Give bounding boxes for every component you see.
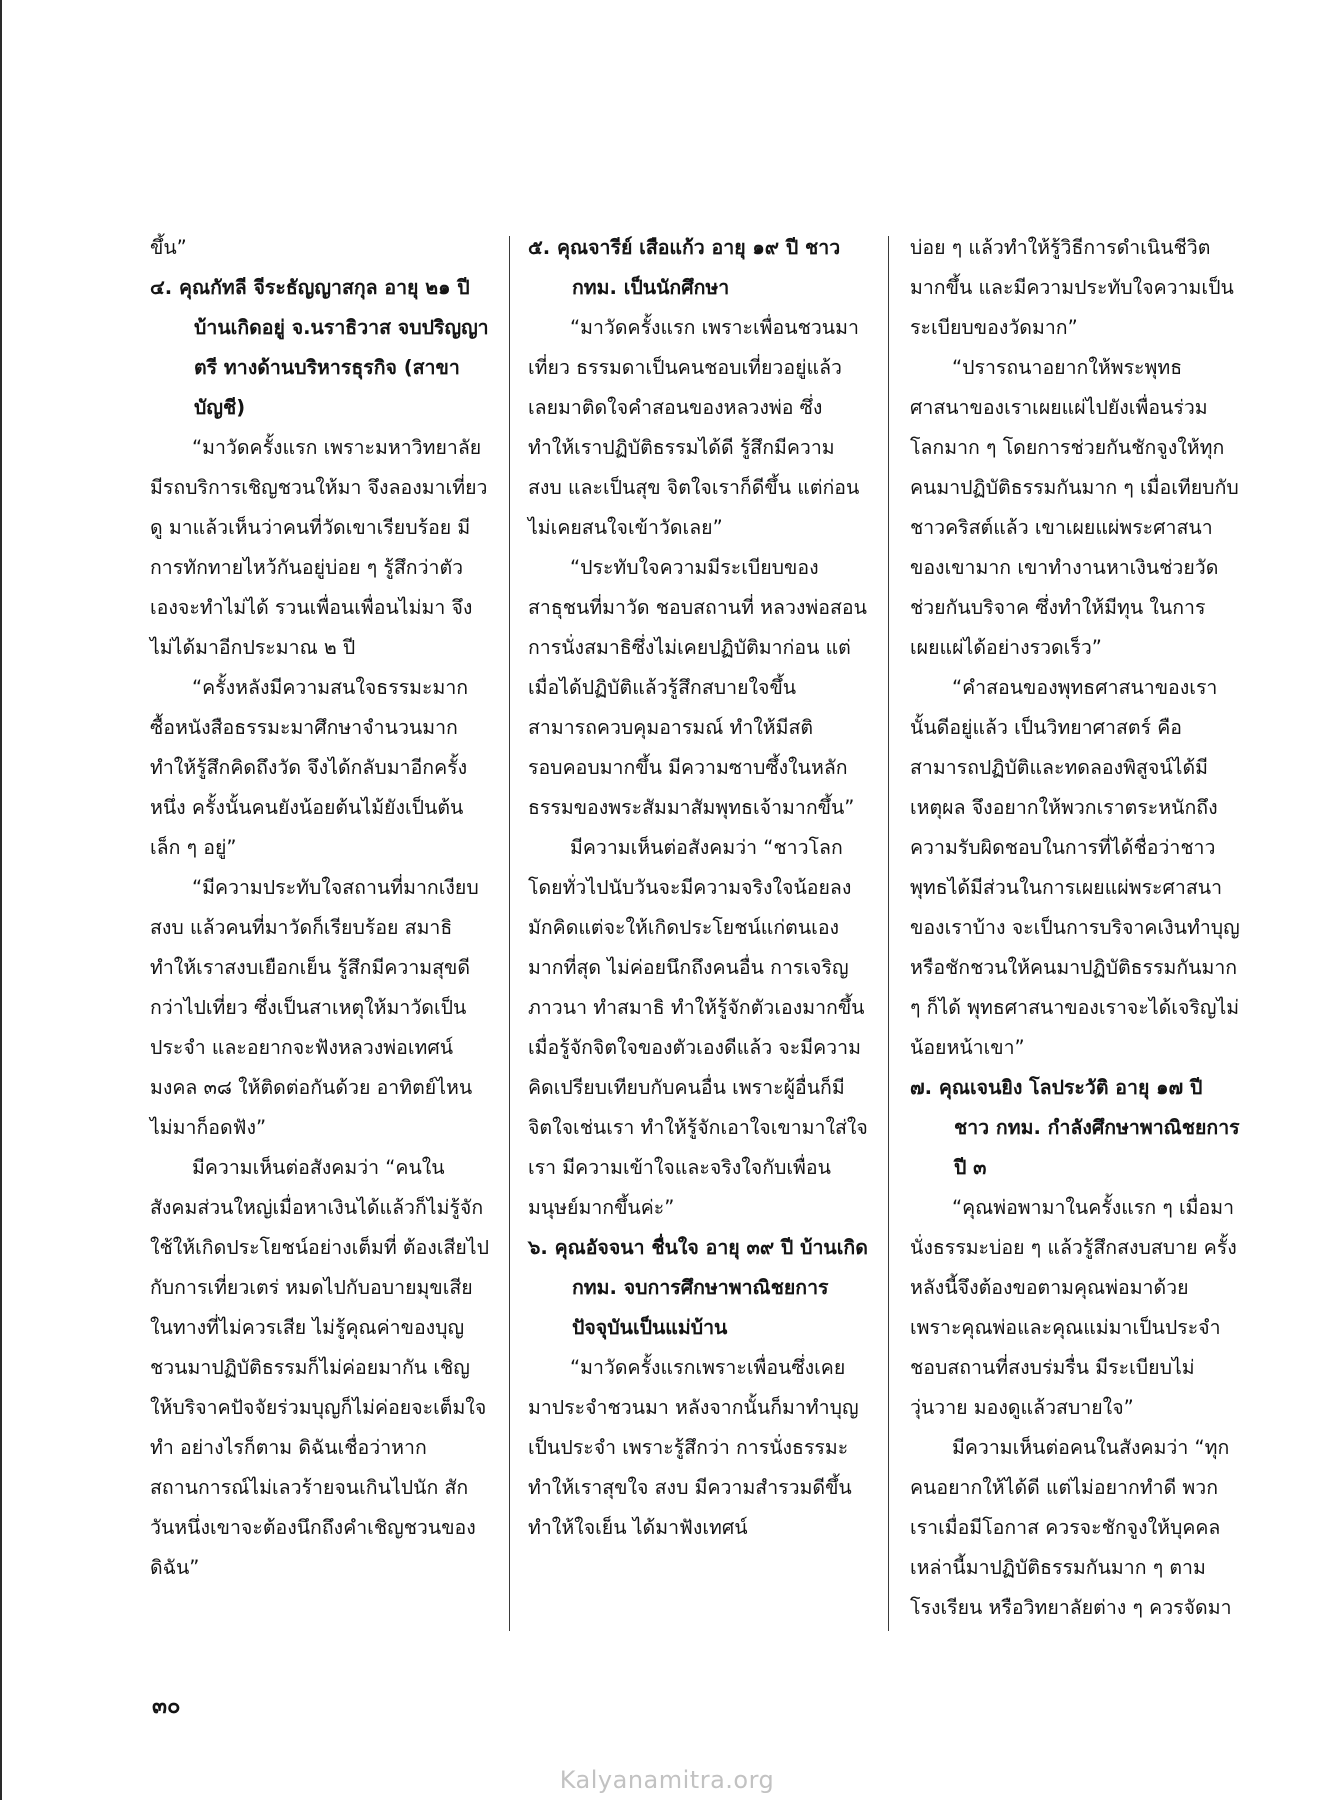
text-column-left [150, 228, 490, 1588]
body-paragraph: มีความเห็นต่อสังคมว่า “ชาวโลกโดยทั่วไปนับวันจะมีความจริงใจน้อยลง มักคิดแต่จะให้เกิดประโยชน์แก่ตนเองมากที่สุด ไม่ค่อยนึกถึงคนอื่น การเจริญภาวนา ทำสมาธิ ทำให้รู้จักตัวเองมากขึ้น เมื่อรู้จักจิตใจของตัวเองดีแล้ว จะมีความคิดเปรียบเทียบกับคนอื่น เพราะผู้อื่นก็มีจิตใจเช่นเรา ทำให้รู้จักเอาใจเขามาใส่ใจเรา มีความเข้าใจและจริงใจกับเพื่อนมนุษย์มากขึ้นค่ะ” [528, 836, 868, 1219]
continued-paragraph: บ่อย ๆ แล้วทำให้รู้วิธีการดำเนินชีวิตมากขึ้น และมีความประทับใจความเป็นระเบียบของวัดมาก” [910, 236, 1234, 339]
interviewee-heading: ๗. คุณเจนยิง โลประวัติ อายุ ๑๗ ปี ชาว กทม. กำลังศึกษาพาณิชยการ ปี ๓ [910, 1076, 1240, 1179]
text-column-middle [528, 228, 868, 1548]
continued-paragraph: ขึ้น” [150, 236, 187, 259]
column-divider [509, 236, 510, 1631]
body-paragraph: “มาวัดครั้งแรก เพราะมหาวิทยาลัยมีรถบริการเชิญชวนให้มา จึงลองมาเที่ยวดู มาแล้วเห็นว่าคนที่วัดเขาเรียบร้อย มีการทักทายไหว้กันอยู่บ่อย ๆ รู้สึกว่าตัวเองจะทำไม่ได้ รวนเพื่อนเพื่อนไม่มา จึงไม่ได้มาอีกประมาณ ๒ ปี [150, 436, 488, 659]
scan-edge-line [0, 0, 2, 1800]
interviewee-heading: ๖. คุณอัจจนา ชื่นใจ อายุ ๓๙ ปี บ้านเกิด กทม. จบการศึกษาพาณิชยการ ปัจจุบันเป็นแม่บ้าน [528, 1236, 868, 1339]
page-number: ๓๐ [152, 1694, 181, 1719]
body-paragraph: “คุณพ่อพามาในครั้งแรก ๆ เมื่อมานั่งธรรมะบ่อย ๆ แล้วรู้สึกสงบสบาย ครั้งหลังนี้จึงต้องขอตามคุณพ่อมาด้วย เพราะคุณพ่อและคุณแม่มาเป็นประจำ ชอบสถานที่สงบร่มรื่น มีระเบียบไม่วุ่นวาย มองดูแล้วสบายใจ” [910, 1196, 1237, 1419]
interviewee-heading: ๔. คุณกัทลี จีระธัญญาสกุล อายุ ๒๑ ปี บ้านเกิดอยู่ จ.นราธิวาส จบปริญญาตรี ทางด้านบริหารธุรกิจ (สาขาบัญชี) [150, 276, 489, 419]
body-paragraph: “ปรารถนาอยากให้พระพุทธศาสนาของเราเผยแผ่ไปยังเพื่อนร่วมโลกมาก ๆ โดยการช่วยกันชักจูงให้ทุกคนมาปฏิบัติธรรมกันมาก ๆ เมื่อเทียบกับชาวคริสต์แล้ว เขาเผยแผ่พระศาสนาของเขามาก เขาทำงานหาเงินช่วยวัด ช่วยกันบริจาค ซึ่งทำให้มีทุน ในการเผยแผ่ได้อย่างรวดเร็ว” [910, 356, 1239, 659]
body-paragraph: “มาวัดครั้งแรก เพราะเพื่อนชวนมาเที่ยว ธรรมดาเป็นคนชอบเที่ยวอยู่แล้ว เลยมาติดใจคำสอนของหลวงพ่อ ซึ่งทำให้เราปฏิบัติธรรมได้ดี รู้สึกมีความสงบ และเป็นสุข จิตใจเราก็ดีขึ้น แต่ก่อนไม่เคยสนใจเข้าวัดเลย” [528, 316, 860, 539]
body-paragraph: “ประทับใจความมีระเบียบของสาธุชนที่มาวัด ชอบสถานที่ หลวงพ่อสอนการนั่งสมาธิซึ่งไม่เคยปฏิบัติมาก่อน แต่เมื่อได้ปฏิบัติแล้วรู้สึกสบายใจขึ้น สามารถควบคุมอารมณ์ ทำให้มีสติรอบคอบมากขึ้น มีความซาบซึ้งในหลักธรรมของพระสัมมาสัมพุทธเจ้ามากขึ้น” [528, 556, 867, 819]
interviewee-heading: ๕. คุณจารีย์ เสือแก้ว อายุ ๑๙ ปี ชาว กทม. เป็นนักศึกษา [528, 236, 841, 299]
body-paragraph: มีความเห็นต่อสังคมว่า “คนในสังคมส่วนใหญ่เมื่อหาเงินได้แล้วก็ไม่รู้จักใช้ให้เกิดประโยชน์อย่างเต็มที่ ต้องเสียไปกับการเที่ยวเตร่ หมดไปกับอบายมุขเสียในทางที่ไม่ควรเสีย ไม่รู้คุณค่าของบุญ ชวนมาปฏิบัติธรรมก็ไม่ค่อยมากัน เชิญให้บริจาคปัจจัยร่วมบุญก็ไม่ค่อยจะเต็มใจทำ อย่างไรก็ตาม ดิฉันเชื่อว่าหากสถานการณ์ไม่เลวร้ายจนเกินไปนัก สักวันหนึ่งเขาจะต้องนึกถึงคำเชิญชวนของดิฉัน” [150, 1156, 489, 1579]
body-paragraph: “ครั้งหลังมีความสนใจธรรมะมาก ซื้อหนังสือธรรมะมาศึกษาจำนวนมาก ทำให้รู้สึกคิดถึงวัด จึงได้กลับมาอีกครั้งหนึ่ง ครั้งนั้นคนยังน้อยต้นไม้ยังเป็นต้นเล็ก ๆ อยู่” [150, 676, 469, 859]
body-paragraph: “มาวัดครั้งแรกเพราะเพื่อนซึ่งเคยมาประจำชวนมา หลังจากนั้นก็มาทำบุญเป็นประจำ เพราะรู้สึกว่า การนั่งธรรมะทำให้เราสุขใจ สงบ มีความสำรวมดีขึ้น ทำให้ใจเย็น ได้มาฟังเทศน์ [528, 1356, 859, 1539]
column-divider [888, 236, 889, 1631]
text-column-right [910, 228, 1240, 1628]
body-paragraph: “มีความประทับใจสถานที่มากเงียบสงบ แล้วคนที่มาวัดก็เรียบร้อย สมาธิทำให้เราสงบเยือกเย็น รู้สึกมีความสุขดีกว่าไปเที่ยว ซึ่งเป็นสาเหตุให้มาวัดเป็นประจำ และอยากจะฟังหลวงพ่อเทศน์มงคล ๓๘ ให้ติดต่อกันด้วย อาทิตย์ไหนไม่มาก็อดฟัง” [150, 876, 479, 1139]
body-paragraph: “คำสอนของพุทธศาสนาของเรานั้นดีอยู่แล้ว เป็นวิทยาศาสตร์ คือสามารถปฏิบัติและทดลองพิสูจน์ได้มีเหตุผล จึงอยากให้พวกเราตระหนักถึงความรับผิดชอบในการที่ได้ชื่อว่าชาวพุทธได้มีส่วนในการเผยแผ่พระศาสนาของเราบ้าง จะเป็นการบริจาคเงินทำบุญหรือชักชวนให้คนมาปฏิบัติธรรมกันมาก ๆ ก็ได้ พุทธศาสนาของเราจะได้เจริญไม่น้อยหน้าเขา” [910, 676, 1240, 1059]
body-paragraph: มีความเห็นต่อคนในสังคมว่า “ทุกคนอยากให้ได้ดี แต่ไม่อยากทำดี พวกเราเมื่อมีโอกาส ควรจะชักจูงให้บุคคลเหล่านี้มาปฏิบัติธรรมกันมาก ๆ ตามโรงเรียน หรือวิทยาลัยต่าง ๆ ควรจัดมา [910, 1436, 1232, 1619]
watermark: Kalyanamitra.org [559, 1766, 775, 1794]
